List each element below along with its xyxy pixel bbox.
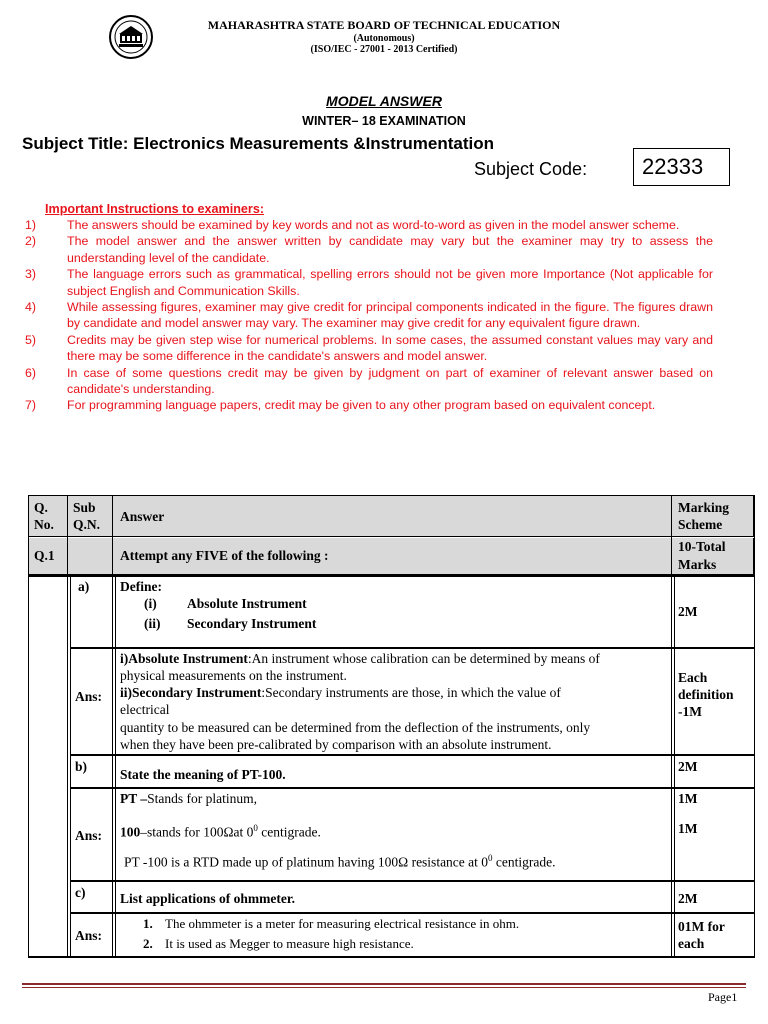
pt-meaning: Stands for platinum, [147, 791, 258, 806]
autonomous-label: (Autonomous) [353, 33, 415, 44]
instruction-item [25, 332, 713, 365]
b-marks: 2M [678, 759, 698, 774]
header-qno-1: Q. [34, 500, 48, 515]
table-border [112, 495, 113, 958]
table-border [28, 575, 755, 577]
c-question: List applications of ohmmeter. [120, 891, 295, 906]
instruction-number: 7) [25, 398, 37, 413]
instruction-text: The answers should be examined by key words and not as word-to-word as given in the model answer scheme. [67, 218, 680, 232]
b-question: State the meaning of PT-100. [120, 767, 286, 782]
table-border [70, 787, 755, 789]
instruction-item [25, 233, 713, 266]
instructions-section [25, 201, 713, 414]
instruction-item [25, 299, 713, 332]
instruction-number: 3) [25, 267, 37, 282]
instruction-item [25, 266, 713, 299]
table-border [754, 495, 755, 958]
b-ans-label: Ans: [75, 828, 103, 843]
header-sub-2: Q.N. [73, 517, 100, 532]
a-ans-marks-2: definition [678, 687, 734, 702]
table-border [115, 577, 116, 958]
instruction-text: Credits may be given step wise for numerical problems. In some cases, the assumed constant values may vary and there may be some difference in the candidate's answers and model answer. [67, 332, 713, 364]
board-name: MAHARASHTRA STATE BOARD OF TECHNICAL EDUCATION [207, 18, 561, 32]
instruction-number: 6) [25, 365, 37, 380]
a-ans-line-2: physical measurements on the instrument. [120, 668, 347, 683]
a-ans-marks-3: -1M [678, 704, 702, 719]
instruction-text: While assessing figures, examiner may give credit for principal components indicated in the figure. The figures drawn by candidate and model answer may vary. The examiner may give credit for any equivalent figure drawn. [67, 300, 713, 331]
rtd-text: PT -100 is a RTD made up of platinum having 100Ω resistance at 0 [124, 854, 489, 870]
subject-title: Subject Title: Electronics Measurements &Instrumentation [22, 134, 495, 153]
instruction-text: For programming language papers, credit may be given to any other program based on equivalent concept. [67, 398, 656, 413]
hundred-tail: centigrade. [257, 824, 321, 840]
subject-code-label: Subject Code: [474, 159, 588, 179]
instructions-title: Important Instructions to examiners: [45, 202, 265, 216]
table-border [674, 577, 675, 958]
q1-marks-1: 10-Total [678, 539, 726, 554]
b-ans-marks-1: 1M [678, 791, 698, 806]
instruction-number: 4) [25, 300, 37, 315]
a-marks: 2M [678, 604, 698, 619]
a-ans-line-4: electrical [120, 702, 170, 717]
secondary-instrument-term: ii)Secondary Instrument [120, 685, 262, 700]
table-border [67, 495, 68, 958]
item-i-number: (i) [144, 596, 157, 611]
exam-session: WINTER– 18 EXAMINATION [302, 114, 466, 128]
c-ans-label: Ans: [75, 928, 103, 943]
rtd-tail: centigrade. [492, 854, 556, 870]
iso-certification: (ISO/IEC - 27001 - 2013 Certified) [310, 44, 458, 55]
instruction-text: The language errors such as grammatical, spelling errors should not be given more Importance (Not applicable for subject English and Communication Skills. [67, 267, 713, 298]
define-label: Define: [120, 579, 162, 594]
c-item-2-number: 2. [143, 936, 153, 951]
table-border [70, 577, 71, 958]
degree-superscript: 0 [488, 853, 493, 863]
instruction-item [25, 365, 713, 398]
table-border [70, 880, 755, 882]
instruction-number: 5) [25, 332, 37, 347]
table-border [70, 647, 755, 649]
c-item-1-number: 1. [143, 916, 153, 931]
a-ans-marks-1: Each [678, 670, 708, 685]
page-number: Page1 [708, 990, 738, 1004]
item-ii-number: (ii) [144, 616, 161, 631]
table-border [671, 495, 672, 958]
b-ans-line-3 [124, 850, 556, 871]
pt-term: PT – [120, 791, 148, 806]
table-border [28, 495, 29, 958]
hundred-meaning: –stands for 100Ωat 0 [140, 824, 254, 840]
instruction-item [25, 397, 713, 413]
q1-number: Q.1 [34, 548, 55, 563]
instructions-list [25, 217, 713, 414]
absolute-instrument-def: :An instrument whose calibration can be determined by means of [247, 651, 600, 666]
model-answer-title: MODEL ANSWER [326, 93, 442, 109]
instruction-number: 1) [25, 218, 37, 232]
b-ans-line-2 [120, 820, 321, 841]
item-ii-text: Secondary Instrument [187, 616, 317, 631]
sub-question-c: c) [75, 885, 86, 900]
sub-question-b: b) [75, 759, 88, 774]
header-sub-1: Sub [73, 500, 96, 515]
table-border [70, 912, 755, 914]
sub-question-a: a) [78, 579, 90, 594]
instruction-text: In case of some questions credit may be given by judgment on part of examiner of relevant answer based on candidate's understanding. [67, 365, 713, 397]
b-ans-marks-2: 1M [678, 821, 698, 836]
b-ans-line-1 [120, 790, 257, 807]
secondary-instrument-def: :Secondary instruments are those, in which the value of [261, 685, 561, 700]
header-marks-1: Marking [678, 500, 730, 515]
hundred-term: 100 [120, 824, 141, 840]
footer-divider [22, 983, 746, 985]
subject-code-box: 22333 [633, 148, 730, 186]
instruction-text: The model answer and the answer written by candidate may vary but the examiner may try to assess the understanding level of the candidate. [67, 234, 713, 265]
instruction-number: 2) [25, 234, 37, 249]
degree-superscript: 0 [253, 823, 258, 833]
c-item-1-text: The ohmmeter is a meter for measuring electrical resistance in ohm. [165, 916, 520, 931]
a-ans-line-1 [120, 650, 668, 667]
header-qno-2: No. [34, 517, 54, 532]
q1-marks-2: Marks [678, 557, 717, 572]
a-ans-label: Ans: [75, 689, 103, 704]
q1-instruction: Attempt any FIVE of the following : [120, 548, 329, 563]
instruction-item [25, 217, 713, 233]
a-ans-line-5: quantity to be measured can be determined from the deflection of the instruments, only [120, 720, 591, 735]
absolute-instrument-term: i)Absolute Instrument [120, 651, 248, 666]
c-item-2-text: It is used as Megger to measure high resistance. [165, 936, 414, 951]
header-marks-2: Scheme [678, 517, 723, 532]
c-ans-marks-2: each [678, 936, 705, 951]
a-ans-line-3 [120, 684, 668, 701]
msbte-logo [108, 14, 154, 60]
header-answer: Answer [120, 509, 165, 524]
item-i-text: Absolute Instrument [187, 596, 307, 611]
c-ans-marks-1: 01M for [678, 919, 725, 934]
footer-divider [22, 987, 746, 988]
a-ans-line-6: when they have been pre-calibrated by comparison with an absolute instrument. [120, 737, 552, 752]
c-marks: 2M [678, 891, 698, 906]
table-border [28, 956, 755, 958]
table-border [70, 754, 755, 756]
